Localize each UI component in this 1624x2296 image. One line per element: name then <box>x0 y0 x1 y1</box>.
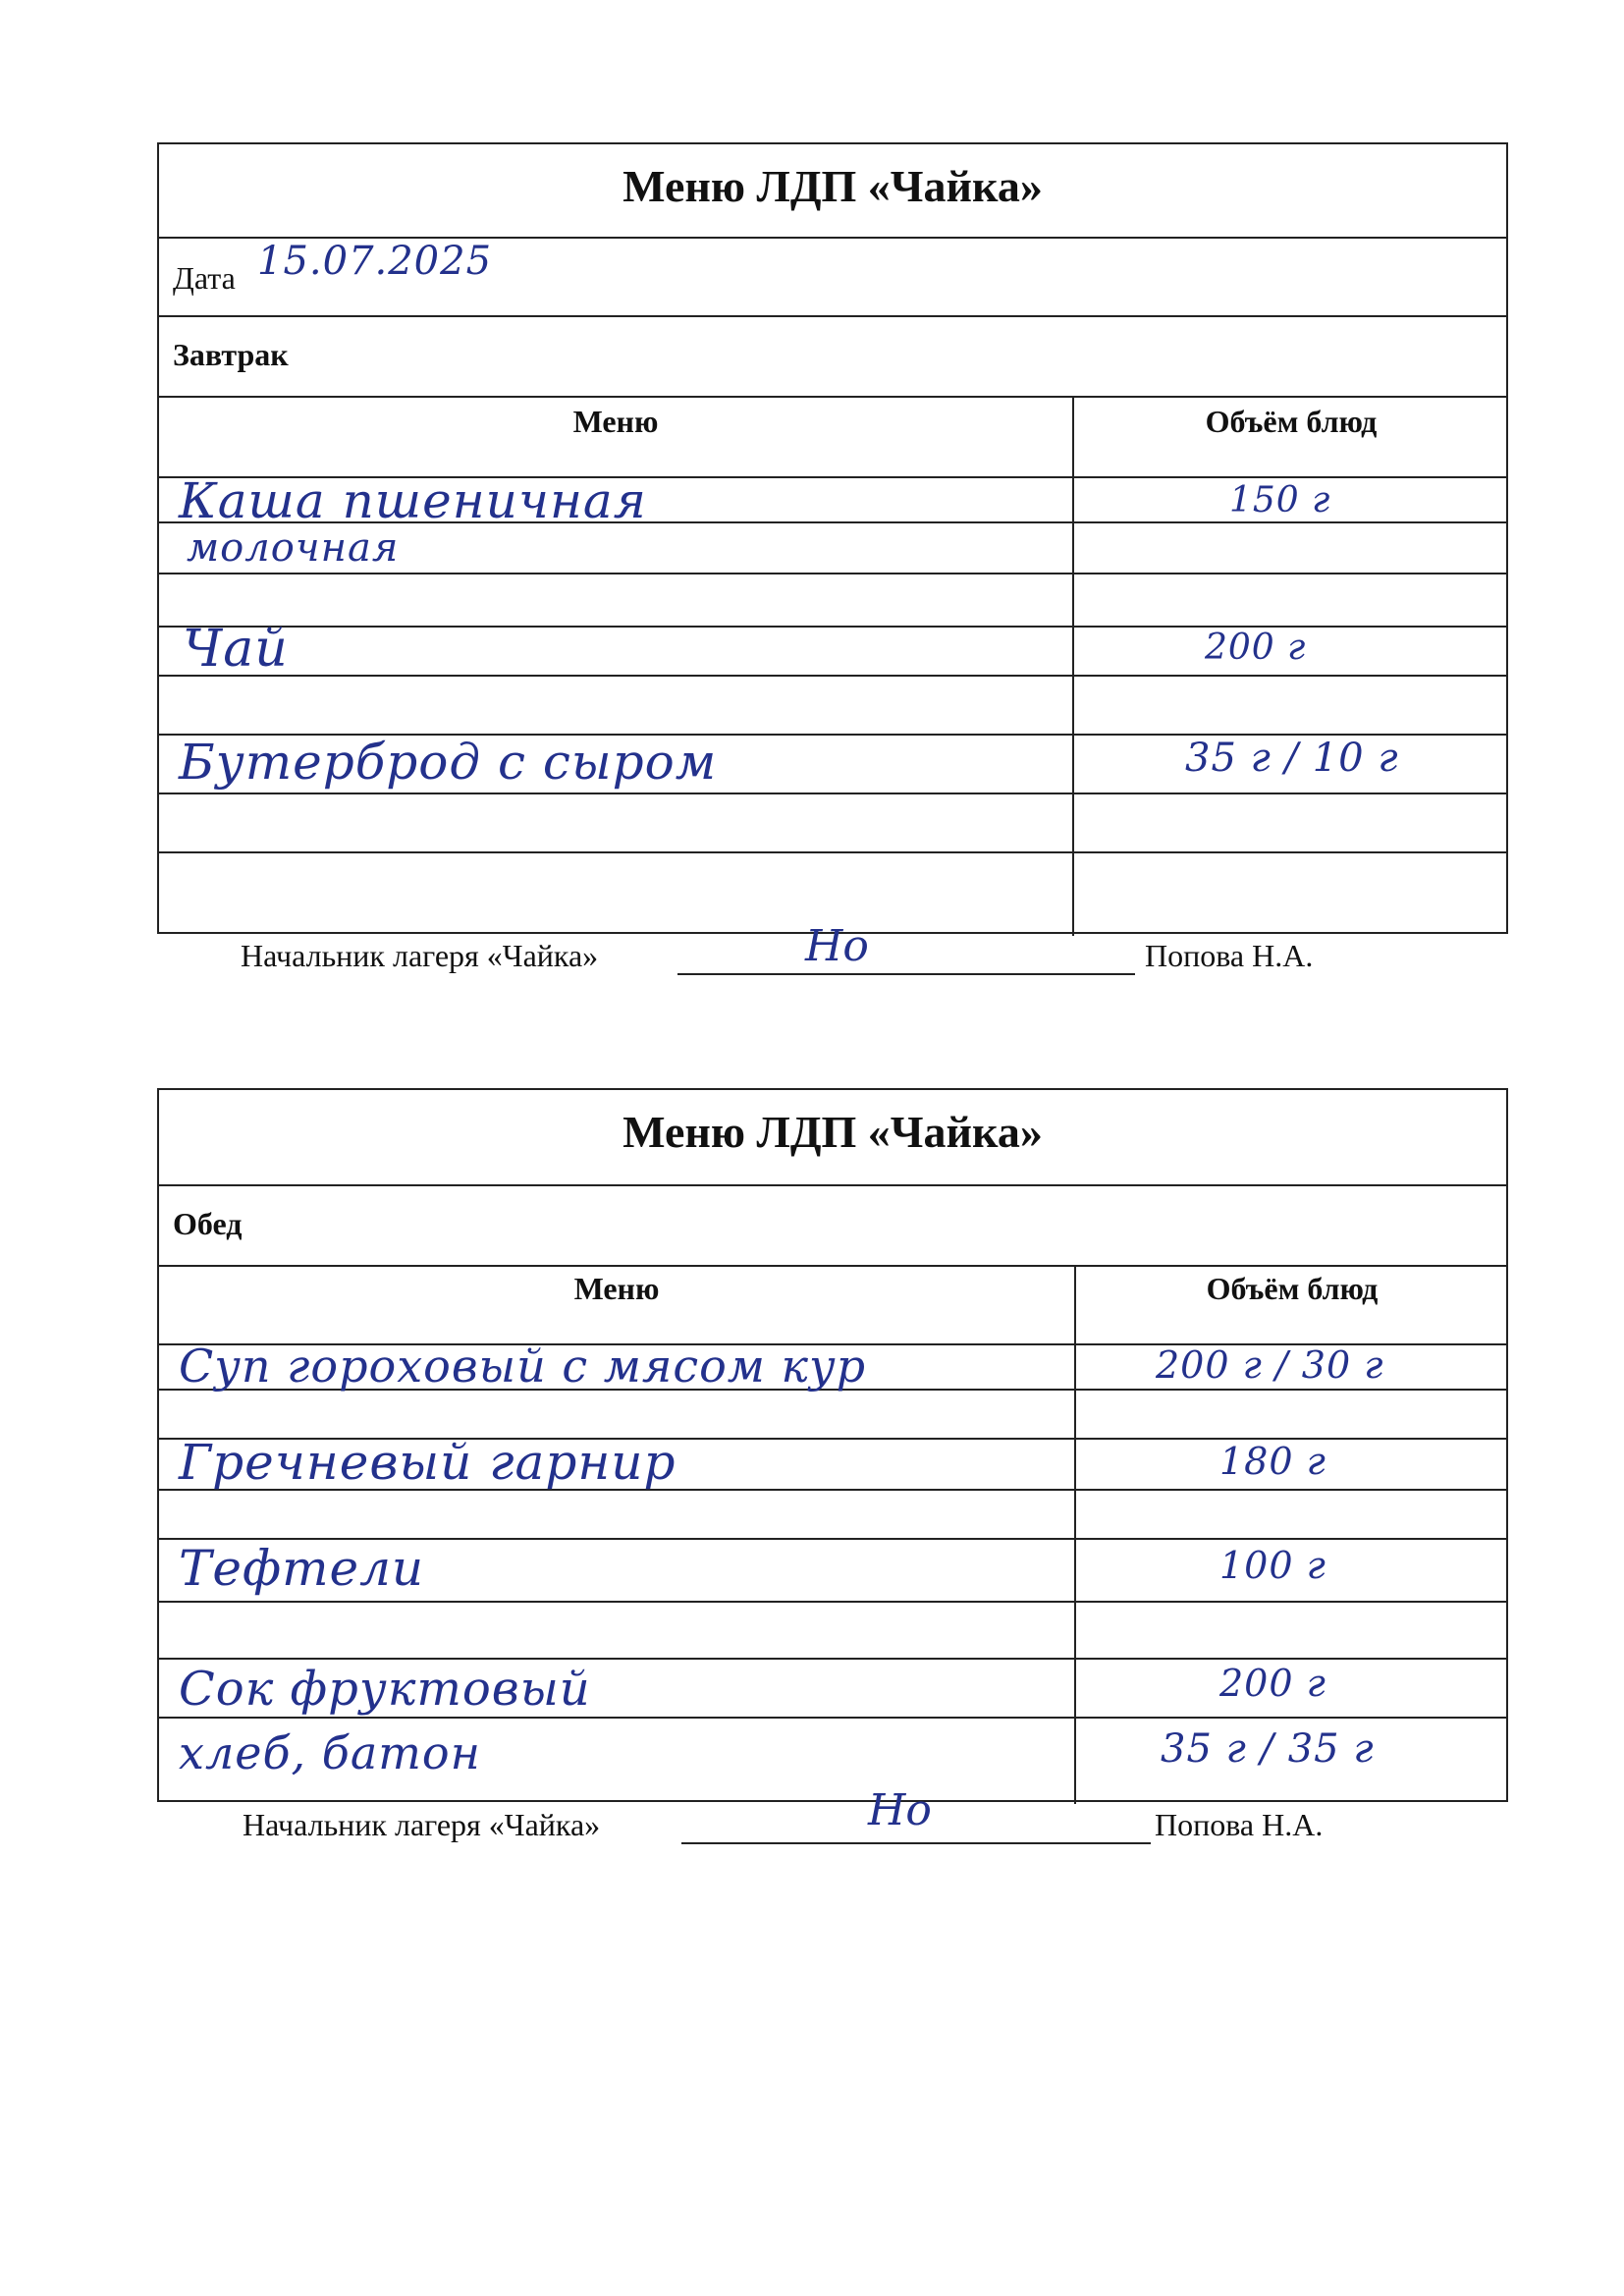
column-header-menu: Меню <box>572 404 659 439</box>
dish-name: Чай <box>183 620 289 679</box>
signature-line <box>677 973 1135 975</box>
column-header-row <box>159 398 1506 478</box>
table-row <box>159 1719 1506 1804</box>
form-title: Меню ЛДП «Чайка» <box>623 1107 1043 1157</box>
table-row <box>159 574 1506 628</box>
column-divider <box>1072 398 1074 936</box>
lunch-menu-form <box>157 1088 1508 1802</box>
dish-volume: 180 г <box>1219 1440 1326 1483</box>
table-row <box>159 677 1506 736</box>
meal-label: Завтрак <box>173 337 289 372</box>
table-row <box>159 523 1506 574</box>
meal-row <box>159 317 1506 398</box>
dish-name: Тефтели <box>179 1540 425 1597</box>
date-row <box>159 239 1506 317</box>
table-row <box>159 472 1506 529</box>
date-label: Дата <box>173 260 236 296</box>
column-header-volume: Объём блюд <box>1205 404 1378 439</box>
column-header-menu: Меню <box>573 1271 660 1306</box>
table-row <box>159 1391 1506 1440</box>
date-value: 15.07.2025 <box>257 239 493 284</box>
dish-name: хлеб, батон <box>179 1726 481 1779</box>
dish-volume: 200 г <box>1205 628 1307 668</box>
dish-volume: 100 г <box>1219 1544 1326 1587</box>
table-row <box>159 1491 1506 1540</box>
dish-name: Сок фруктовый <box>179 1662 591 1717</box>
dish-volume: 150 г <box>1229 480 1331 520</box>
form-title: Меню ЛДП «Чайка» <box>623 161 1043 211</box>
footer-name: Попова Н.А. <box>1145 938 1314 973</box>
dish-volume: 200 г <box>1219 1662 1326 1705</box>
form-title-row <box>159 144 1506 239</box>
dish-name: молочная <box>187 525 400 571</box>
footer-name: Попова Н.А. <box>1155 1807 1324 1842</box>
table-row <box>159 1603 1506 1660</box>
footer-label: Начальник лагеря «Чайка» <box>241 938 599 973</box>
form-title-row <box>159 1090 1506 1186</box>
dish-name: Гречневый гарнир <box>179 1434 677 1491</box>
dish-volume: 35 г / 10 г <box>1185 736 1399 781</box>
signature: Но <box>805 921 869 971</box>
meal-label: Обед <box>173 1206 243 1241</box>
dish-name: Бутерброд с сыром <box>179 734 718 791</box>
dish-name: Каша пшеничная <box>179 472 647 529</box>
table-row <box>159 1339 1506 1393</box>
meal-row <box>159 1186 1506 1267</box>
table-row <box>159 1660 1506 1719</box>
table-row <box>159 794 1506 853</box>
table-row <box>159 620 1506 679</box>
dish-name: Суп гороховый с мясом кур <box>179 1339 867 1393</box>
table-row <box>159 1434 1506 1491</box>
breakfast-menu-form <box>157 142 1508 934</box>
table-row <box>159 736 1506 794</box>
signature: Но <box>868 1785 932 1835</box>
signature-line <box>681 1842 1151 1844</box>
column-header-row <box>159 1267 1506 1345</box>
column-header-volume: Объём блюд <box>1206 1271 1379 1306</box>
dish-volume: 200 г / 30 г <box>1156 1343 1384 1387</box>
column-divider <box>1074 1267 1076 1804</box>
table-row <box>159 1540 1506 1603</box>
footer-label: Начальник лагеря «Чайка» <box>243 1807 601 1842</box>
dish-volume: 35 г / 35 г <box>1161 1726 1375 1772</box>
